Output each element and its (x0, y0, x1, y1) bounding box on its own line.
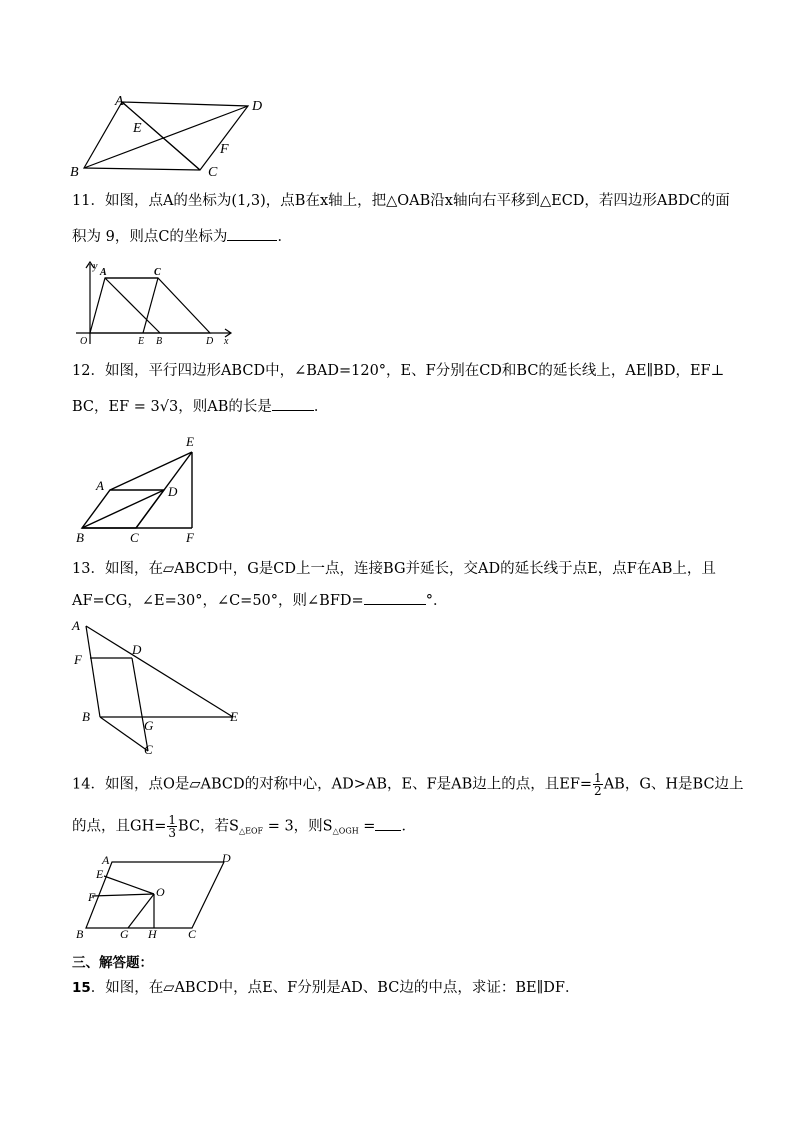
label-d: D (206, 336, 214, 347)
q13-answer-blank[interactable] (364, 591, 426, 605)
q14-text-f: = (358, 818, 376, 835)
q14-text-c: 的点，且GH= (72, 818, 167, 835)
q14-sub-ogh: △OGH (332, 826, 359, 836)
label-a: A (115, 94, 124, 109)
frac-num: 1 (168, 813, 177, 827)
label-g: G (120, 927, 129, 941)
label-g: G (144, 718, 154, 733)
label-d: D (132, 642, 142, 657)
q13-text-line1: 如图，在▱ABCD中，G是CD上一点，连接BG并延长，交AD的延长线于点E，点F在AB上，且 (104, 561, 716, 577)
figure-q11-svg (70, 258, 240, 348)
figure-q12-svg (72, 432, 212, 544)
label-c: C (154, 267, 161, 278)
q14-fraction-third (167, 814, 177, 839)
q15-line (72, 978, 732, 998)
figure-q14 (72, 848, 242, 943)
q12-number: 12． (72, 363, 105, 379)
q14-text-e: = 3，则S (263, 818, 333, 835)
q15-text: ．如图，在▱ABCD中，点E、F分别是AD、BC边的中点，求证：BE∥DF． (90, 980, 580, 996)
label-e: E (230, 709, 238, 724)
figure-q11 (70, 258, 240, 348)
q11-answer-blank[interactable] (227, 227, 277, 241)
figure-q13-svg (68, 616, 253, 761)
label-e: E (138, 336, 145, 347)
frac-num: 1 (594, 771, 602, 785)
q12-text-line2: BC，EF = 3 (72, 399, 160, 415)
q14-answer-blank[interactable] (375, 817, 401, 831)
q13-line1 (72, 559, 732, 579)
label-f: F (186, 530, 194, 545)
label-y: y (93, 261, 98, 272)
label-f: F (88, 890, 96, 904)
label-b: B (70, 165, 79, 180)
label-c: C (144, 742, 153, 757)
label-b: B (156, 336, 163, 347)
q11-text-end: ． (277, 229, 292, 245)
label-d: D (168, 484, 178, 499)
q12-text-mid: ，则AB的长是 (178, 399, 272, 415)
frac-den: 3 (168, 826, 177, 840)
label-d: D (252, 99, 263, 114)
label-e: E (133, 121, 142, 136)
frac-den: 2 (594, 784, 602, 798)
figure-q10 (60, 90, 280, 180)
label-a: A (100, 267, 107, 278)
figure-q13 (68, 616, 253, 761)
label-a: A (102, 853, 110, 867)
q11-text-line2: 积为 9，则点C的坐标为 (72, 229, 228, 245)
q11-number: 11． (72, 193, 105, 209)
label-x: x (224, 336, 229, 347)
q12-answer-blank[interactable] (272, 397, 314, 411)
section-heading: 三、解答题： (72, 955, 153, 971)
q14-number: 14． (72, 776, 105, 793)
label-e: E (96, 867, 104, 881)
label-c: C (208, 165, 218, 180)
q14-text-end: ． (401, 818, 416, 835)
label-b: B (76, 530, 84, 545)
label-d: D (222, 851, 231, 865)
q13-number: 13． (72, 561, 105, 577)
q15-number: 15 (72, 980, 91, 996)
figure-q10-svg (60, 90, 280, 180)
label-b: B (76, 927, 84, 941)
q11-line2 (72, 227, 732, 247)
q11-text-line1: 如图，点A的坐标为(1,3)，点B在x轴上，把△OAB沿x轴向右平移到△ECD，若四边形ABDC的面 (104, 193, 730, 209)
label-e: E (186, 434, 194, 449)
q12-text-line1: 如图，平行四边形ABCD中，∠BAD=120°，E、F分别在CD和BC的延长线上，AE∥BD，EF⊥ (104, 363, 725, 379)
label-a: A (72, 618, 80, 633)
q14-line2 (72, 814, 732, 842)
label-c: C (130, 530, 139, 545)
label-o: O (156, 885, 165, 899)
q14-sub-eof: △EOF (238, 826, 264, 836)
label-a: A (96, 478, 104, 493)
q13-text-line2: AF=CG，∠E=30°，∠C=50°，则∠BFD= (72, 593, 364, 609)
q12-sqrt: √3 (159, 399, 179, 415)
q14-fraction-half (593, 772, 603, 797)
q13-line2 (72, 591, 732, 611)
q12-line2 (72, 397, 732, 417)
q14-text-b: AB，G、H是BC边上 (603, 776, 744, 793)
q12-text-end: ． (313, 399, 329, 415)
label-f: F (74, 652, 82, 667)
q14-text-d: BC，若S (178, 818, 239, 835)
q14-line1 (72, 771, 744, 798)
label-h: H (148, 927, 157, 941)
q12-line1 (72, 361, 732, 381)
q13-text-end: °． (425, 593, 448, 609)
label-c: C (188, 927, 197, 941)
figure-q14-svg (72, 848, 242, 943)
label-f: F (220, 142, 229, 157)
figure-q12 (72, 432, 212, 544)
label-b: B (82, 709, 90, 724)
q11-line1 (72, 191, 732, 211)
q14-text-a: 如图，点O是▱ABCD的对称中心，AD>AB，E、F是AB边上的点，且EF= (104, 776, 593, 793)
label-o: O (80, 336, 88, 347)
